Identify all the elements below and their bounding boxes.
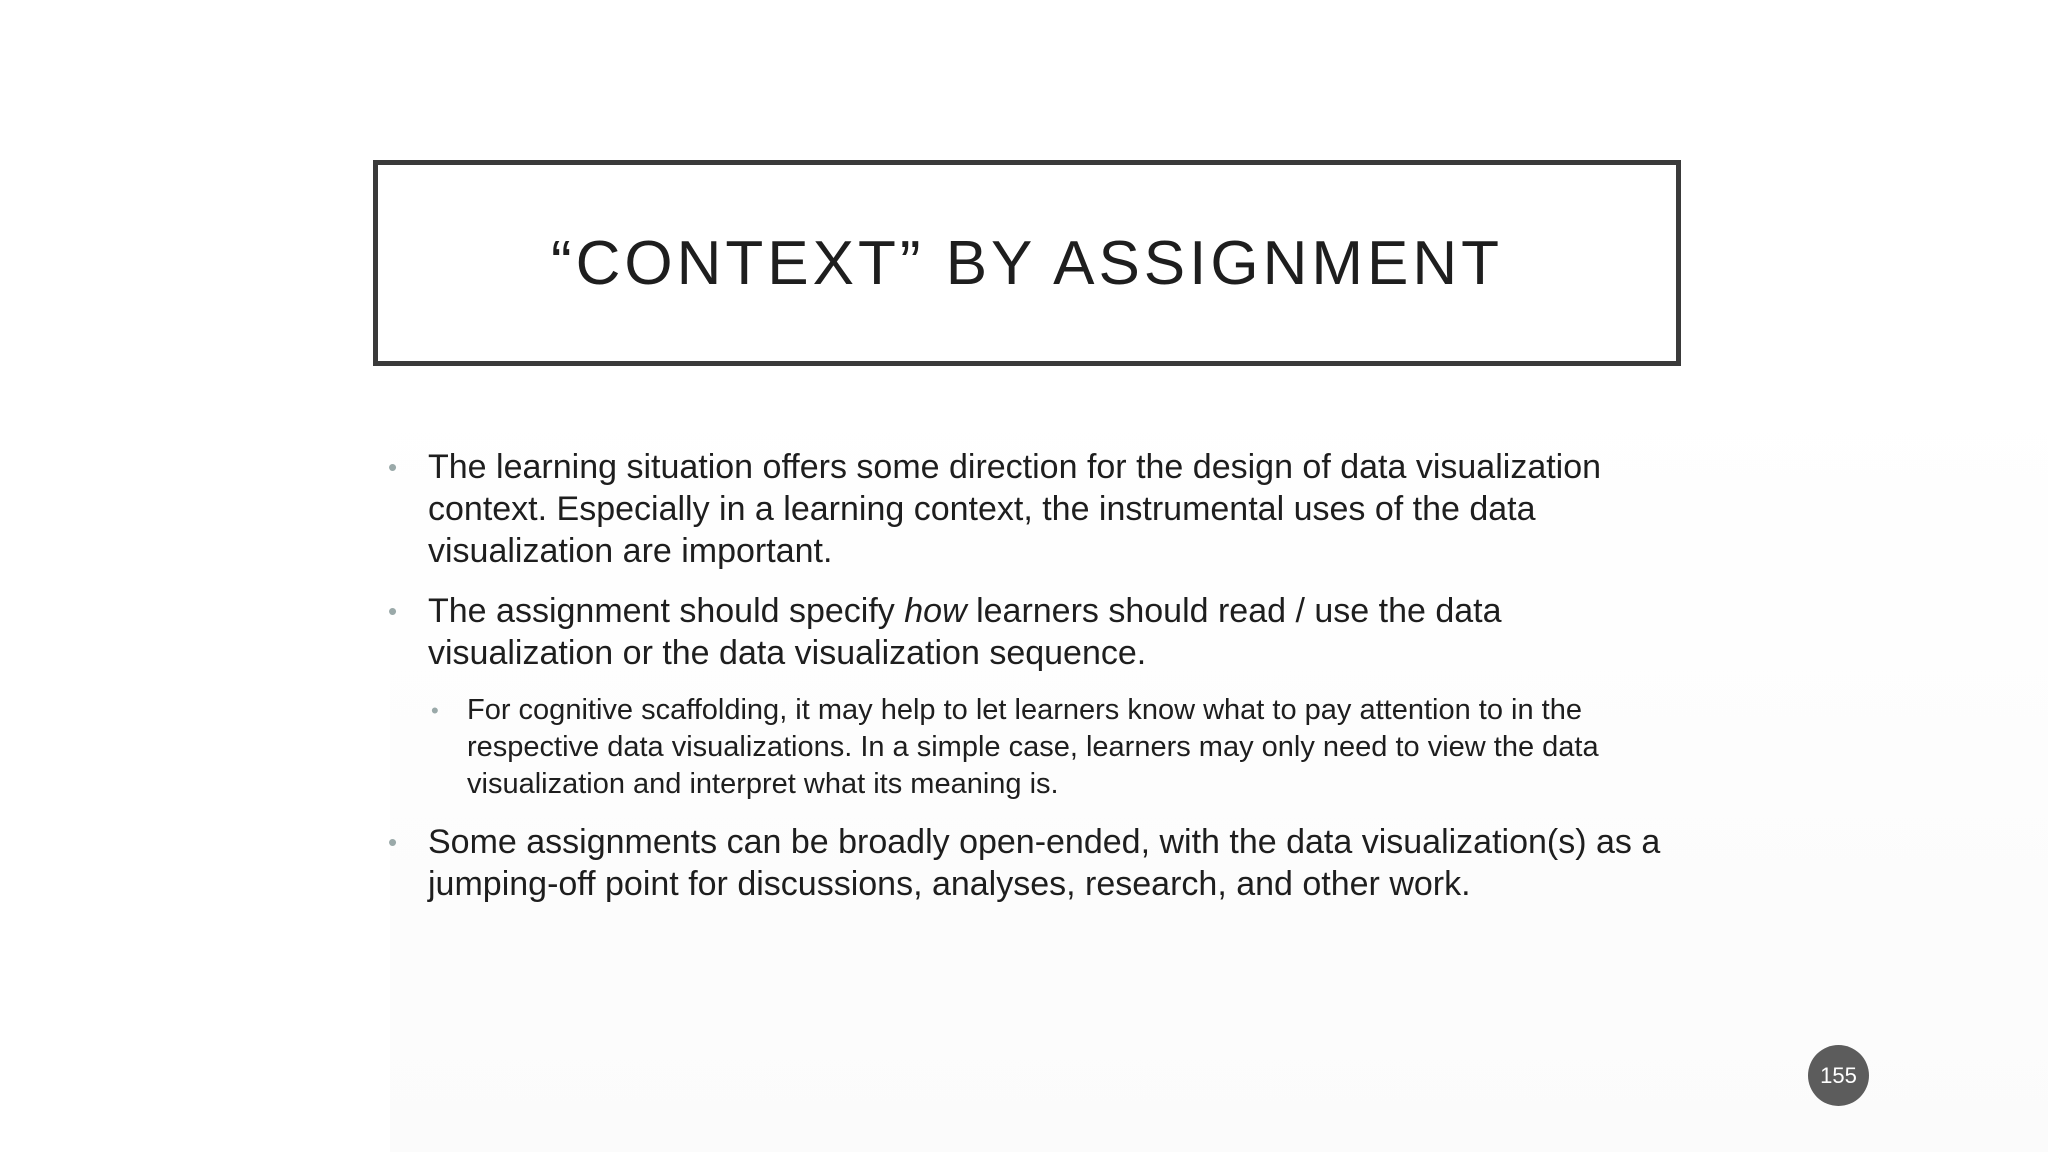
bullet-list — [386, 446, 1666, 923]
bullet-dot-icon: • — [388, 452, 398, 482]
title-box — [373, 160, 1681, 366]
bullet-text: The learning situation offers some direction for the design of data visualization context. Especially in a learning context, the instrumental uses of the data visualization are important. — [428, 448, 1602, 570]
bullet-text: Some assignments can be broadly open-ended, with the data visualization(s) as a jumping-off point for discussions, analyses, research, and other work. — [428, 823, 1661, 903]
slide-title: “CONTEXT” BY ASSIGNMENT — [550, 228, 1504, 298]
bullet-dot-icon: • — [388, 596, 398, 626]
bullet-text-before: The assignment should specify — [428, 592, 905, 630]
bullet-text — [428, 592, 1502, 672]
bullet-item — [386, 821, 1666, 905]
bullet-item — [386, 446, 1666, 572]
sub-bullet-item — [386, 692, 1666, 803]
bullet-text-after: learners should read / use the data visualization or the data visualization sequence. — [428, 592, 1502, 672]
sub-bullet-dot-icon: • — [431, 698, 439, 723]
bullet-dot-icon: • — [388, 827, 398, 857]
bullet-item — [386, 590, 1666, 674]
sub-bullet-text: For cognitive scaffolding, it may help to let learners know what to pay attention to in the respective data visualizations. In a simple case, learners may only need to view the data visualization and interpret what its meaning is. — [467, 694, 1599, 800]
bullet-text-emphasis: how — [904, 592, 967, 630]
page-number-badge: 155 — [1808, 1045, 1869, 1106]
